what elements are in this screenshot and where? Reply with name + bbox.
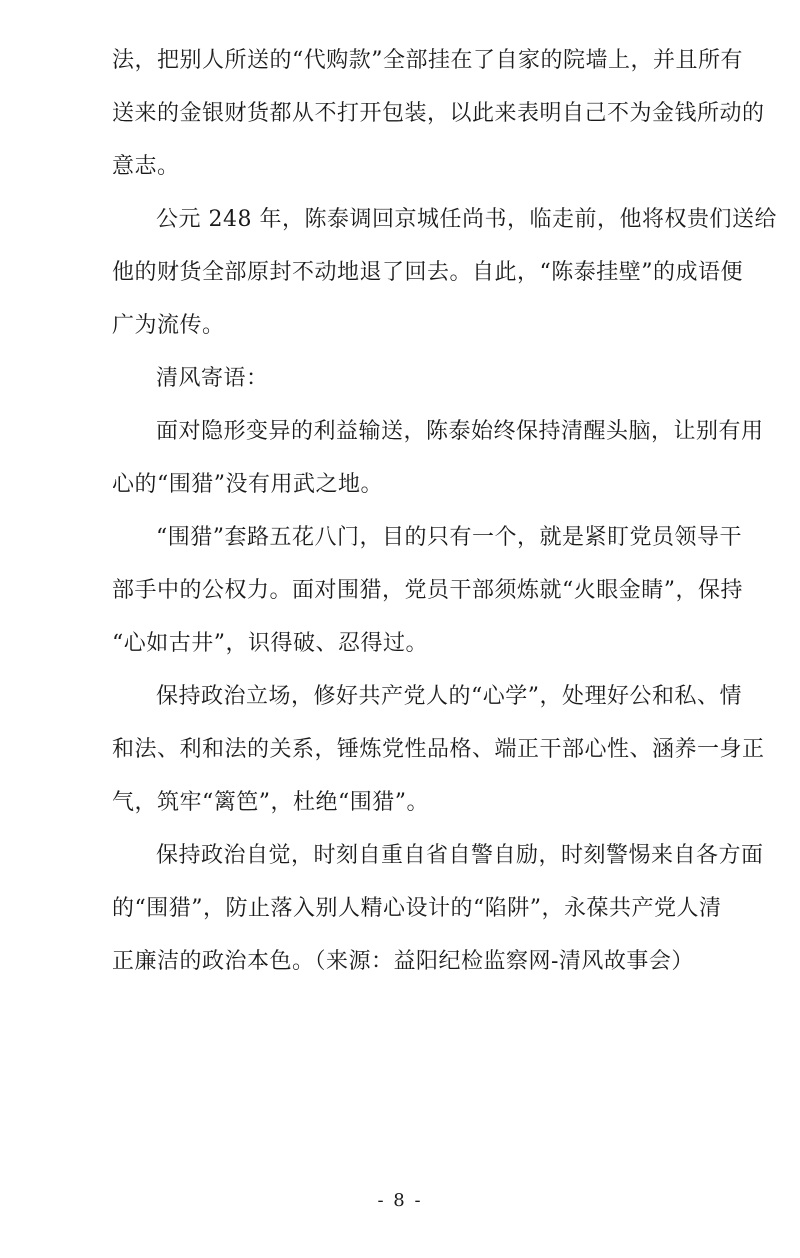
section-heading-qingfeng — [112, 352, 702, 405]
text-line: 气，筑牢“篱笆”，杜绝“围猎”。 — [112, 790, 429, 815]
text-line: “心如古井”，识得破、忍得过。 — [112, 631, 428, 656]
text-line: “围猎”套路五花八门，目的只有一个，就是紧盯党员领导干 — [156, 525, 742, 550]
text-line: 和法、利和法的关系，锤炼党性品格、端正干部心性、涵养一身正 — [112, 737, 765, 762]
paragraph-weilie-tactics — [112, 511, 743, 670]
text-line: 正廉洁的政治本色。（来源：益阳纪检监察网-清风故事会） — [112, 949, 694, 974]
page-number: - 8 - — [377, 1190, 423, 1211]
text-line: 保持政治自觉，时刻自重自省自警自励，时刻警惕来自各方面 — [156, 843, 764, 868]
text-line: 广为流传。 — [112, 313, 225, 338]
text-line: 部手中的公权力。面对围猎，党员干部须炼就“火眼金睛”，保持 — [112, 578, 743, 603]
text-line: 清风寄语： — [156, 366, 269, 391]
text-line: 他的财货全部原封不动地退了回去。自此，“陈泰挂壁”的成语便 — [112, 260, 743, 285]
text-line: 意志。 — [112, 154, 180, 179]
text-line: 的“围猎”，防止落入别人精心设计的“陷阱”，永葆共产党人清 — [112, 896, 722, 921]
text-line: 法，把别人所送的“代购款”全部挂在了自家的院墙上，并且所有 — [112, 48, 743, 73]
paragraph-facing-interests — [112, 405, 764, 511]
text-line: 保持政治立场，修好共产党人的“心学”，处理好公和私、情 — [156, 684, 742, 709]
text-line: 面对隐形变异的利益输送，陈泰始终保持清醒头脑，让别有用 — [156, 419, 764, 444]
text-line: 心的“围猎”没有用武之地。 — [112, 472, 383, 497]
document-body — [112, 34, 777, 988]
paragraph-continuation — [112, 34, 765, 193]
text-line: 公元 248 年，陈泰调回京城任尚书，临走前，他将权贵们送给 — [156, 207, 777, 232]
paragraph-political-stance — [112, 670, 765, 829]
paragraph-chen-tai-returns — [112, 193, 777, 352]
text-line: 送来的金银财货都从不打开包装，以此来表明自己不为金钱所动的 — [112, 101, 765, 126]
paragraph-political-awareness — [112, 829, 764, 988]
